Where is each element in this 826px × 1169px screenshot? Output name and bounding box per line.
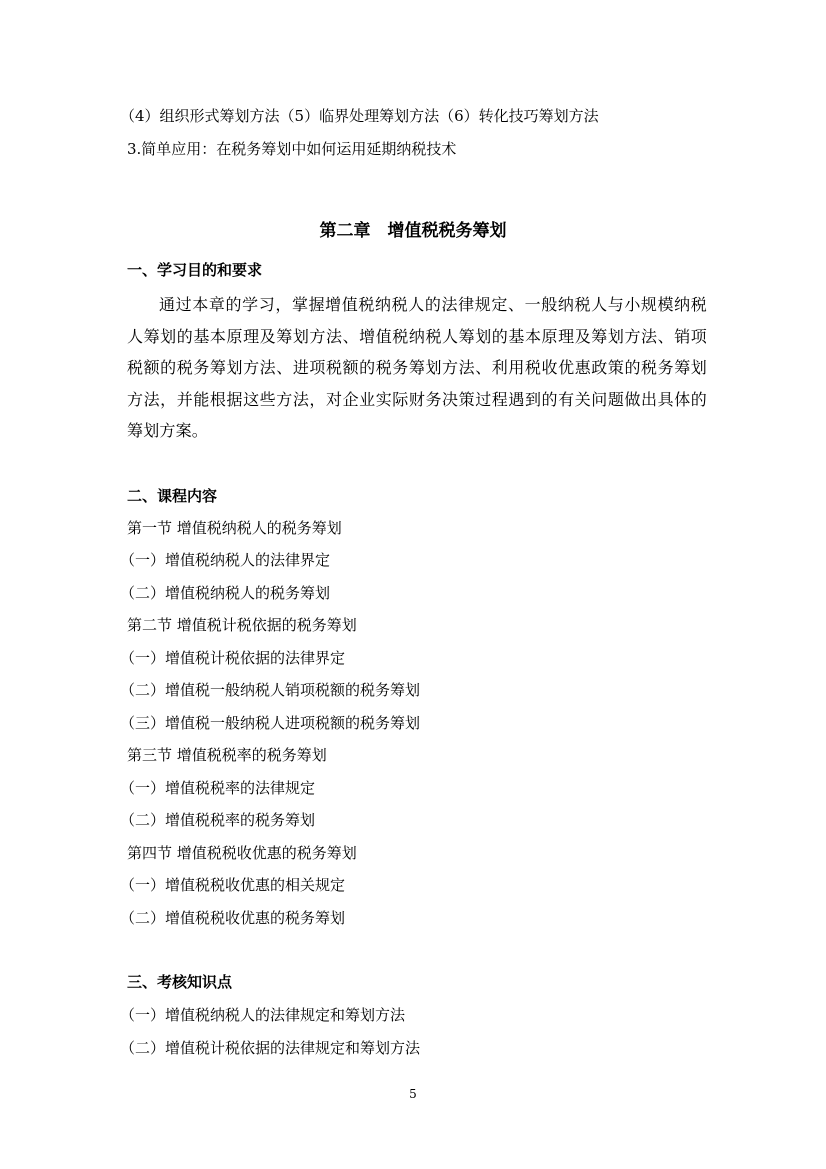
list-item: （二）增值税税收优惠的税务筹划 xyxy=(120,909,346,927)
list-item: （一）增值税税率的法律规定 xyxy=(120,779,316,797)
list-item: （一）增值税税收优惠的相关规定 xyxy=(120,876,346,894)
list-item: （二）增值税一般纳税人销项税额的税务筹划 xyxy=(120,681,421,699)
list-item: （一）增值税纳税人的法律界定 xyxy=(120,551,331,569)
chapter-title: 第二章 增值税税务筹划 xyxy=(319,221,507,241)
list-item-section-3: 第三节 增值税税率的税务筹划 xyxy=(127,746,327,764)
objectives-paragraph: 通过本章的学习，掌握增值税纳税人的法律规定、一般纳税人与小规模纳税人筹划的基本原理及筹划方法、增值税纳税人筹划的基本原理及筹划方法、销项税额的税务筹划方法、进项税额的税务筹划方法、利用税收优惠政策的税务筹划方法，并能根据这些方法，对企业实际财务决策过程遇到的有关问题做出具体的筹划方案。 xyxy=(127,295,707,440)
list-item-section-4: 第四节 增值税税收优惠的税务筹划 xyxy=(127,844,357,862)
list-item-section-2: 第二节 增值税计税依据的税务筹划 xyxy=(127,616,357,634)
section-heading-objectives: 一、学习目的和要求 xyxy=(127,261,263,279)
list-item: （三）增值税一般纳税人进项税额的税务筹划 xyxy=(120,714,421,732)
list-item: （二）增值税纳税人的税务筹划 xyxy=(120,584,331,602)
list-item-section-1: 第一节 增值税纳税人的税务筹划 xyxy=(127,519,342,537)
intro-line-1: （4）组织形式筹划方法（5）临界处理筹划方法（6）转化技巧筹划方法 xyxy=(120,107,599,125)
list-item: （二）增值税税率的税务筹划 xyxy=(120,811,316,829)
page-number: 5 xyxy=(409,1087,417,1101)
section-heading-assessment: 三、考核知识点 xyxy=(127,973,233,991)
list-item: （一）增值税计税依据的法律界定 xyxy=(120,649,346,667)
intro-line-2: 3.简单应用：在税务筹划中如何运用延期纳税技术 xyxy=(127,140,457,158)
list-item: （一）增值税纳税人的法律规定和筹划方法 xyxy=(120,1006,406,1024)
section-heading-content: 二、课程内容 xyxy=(127,487,218,505)
list-item: （二）增值税计税依据的法律规定和筹划方法 xyxy=(120,1039,421,1057)
